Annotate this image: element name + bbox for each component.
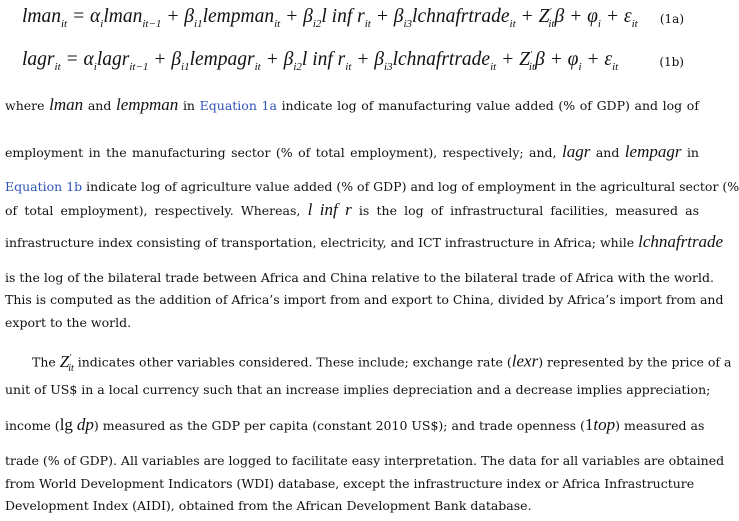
var-linfr: l inf r: [307, 200, 352, 219]
equation-1b-link[interactable]: Equation 1b: [5, 179, 83, 194]
var-lman: lman: [49, 95, 84, 114]
var-ltop-1: 1: [584, 415, 594, 434]
para1-line6: is the log of the bilateral trade between Africa and China relative to the bilateral trade of Africa with the world.: [5, 270, 714, 285]
equation-1a-formula: lman$_{it}$ = $\alpha_ilman_{it-1}$ + $\beta_{i1}lempman_{it} + \beta_{i2}l$ inf $r_{it}$ + $\beta_{i3}lchnafrtrade_{it} + Z'_{it}\beta + \varphi_i + \varepsilon_{it}$: [22, 6, 638, 30]
para2-line1: The $Z'_{it}$ indicates other variables considered. These include; exchange rate (lexr) represented by the price of a: [32, 351, 732, 375]
var-lempagr: lempagr: [624, 142, 682, 161]
var-lexr: lexr: [511, 351, 539, 371]
var-lgdp-lg: lg: [59, 415, 73, 434]
para1-line3: Equation 1b indicate log of agriculture value added (% of GDP) and log of employment in the agricultural sector (%: [5, 179, 739, 194]
para2-line4: trade (% of GDP). All variables are logged to facilitate easy interpretation. The data for all variables are obtained: [5, 453, 725, 468]
para2-line3: income (lg dp) measured as the GDP per capita (constant 2010 US$); and trade openness (1top) measured as: [5, 415, 705, 434]
para1-line2: employment in the manufacturing sector (% of total employment), respectively; and, lagr and lempagr in: [5, 142, 699, 161]
para2-line5: from World Development Indicators (WDI) database, except the infrastructure index or Africa Infrastructure: [5, 476, 695, 491]
var-lchnafrtrade: lchnafrtrade: [638, 232, 724, 251]
para1-line7: This is computed as the addition of Africa’s import from and export to China, divided by Africa’s import from and: [5, 292, 724, 307]
para1-line1: where lman and lempman in Equation 1a indicate log of manufacturing value added (% of GDP) and log of: [5, 95, 699, 114]
para2-line6: Development Index (AIDI), obtained from the African Development Bank database.: [5, 498, 532, 513]
var-ltop-top: top: [593, 415, 616, 434]
para2-line2: unit of US$ in a local currency such that an increase implies depreciation and a decrease implies appreciation;: [5, 382, 711, 397]
equation-1a: [0, 4, 704, 34]
equation-1b-formula: lagr$_{it}$ = $\alpha_ilagr_{it-1}$ + $\beta_{i1}lempagr_{it} + \beta_{i2}l$ inf $r_{it}$ + $\beta_{i3}lchnafrtrade_{it} + Z'_{it}\beta + \varphi_i + \varepsilon_{it}$: [22, 49, 619, 73]
equation-1b: [0, 47, 704, 77]
para1-line8: export to the world.: [5, 315, 132, 330]
var-lagr: lagr: [562, 142, 591, 161]
para1-line4: of total employment), respectively. Whereas, l inf r is the log of infrastructural facilities, measured as: [5, 200, 699, 219]
equation-1a-number: (1a): [659, 12, 684, 26]
var-lempman: lempman: [115, 95, 179, 114]
var-z: $Z'_{it}$: [59, 351, 74, 375]
para1-line5: infrastructure index consisting of transportation, electricity, and ICT infrastructure in Africa; while lchnafrtrade: [5, 232, 724, 251]
equation-1a-link[interactable]: Equation 1a: [199, 98, 277, 113]
equation-1b-number: (1b): [659, 55, 684, 69]
var-lgdp-dp: dp: [76, 415, 94, 434]
